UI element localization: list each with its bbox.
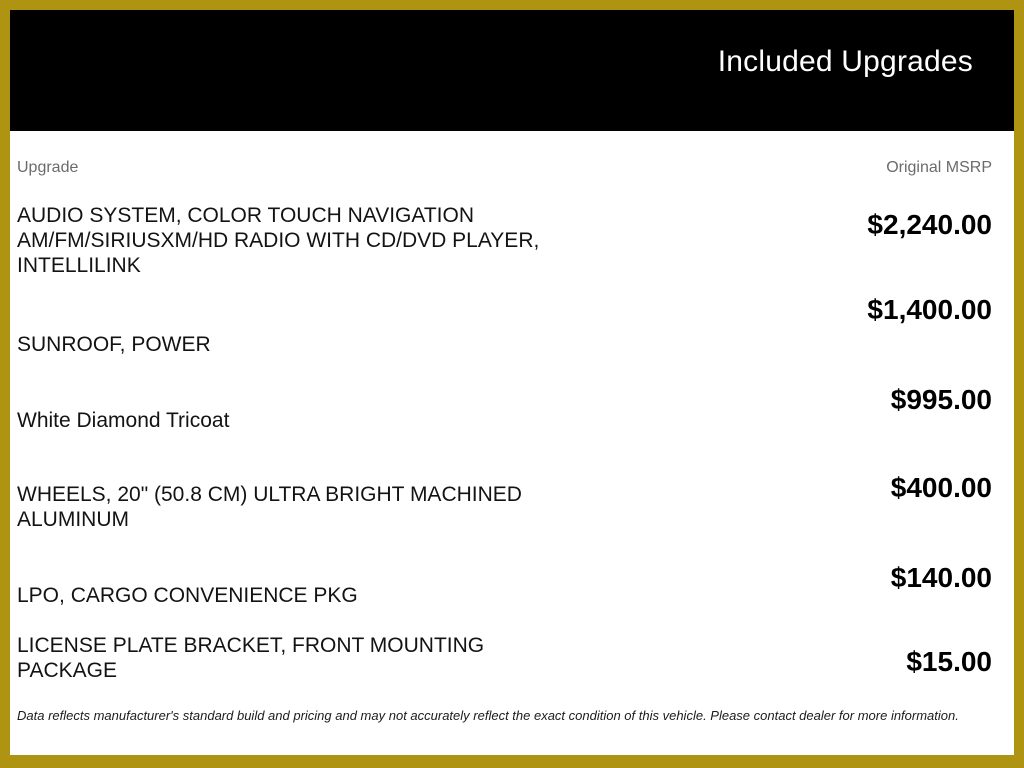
msrp-value: $400.00 bbox=[890, 472, 992, 503]
upgrade-name: WHEELS, 20" (50.8 CM) ULTRA BRIGHT MACHINED ALUMINUM bbox=[17, 483, 522, 531]
upgrade-name: SUNROOF, POWER bbox=[17, 333, 211, 356]
msrp-value: $1,400.00 bbox=[867, 294, 992, 325]
table-row bbox=[17, 195, 992, 290]
upgrades-table bbox=[10, 131, 1014, 724]
upgrade-name: AUDIO SYSTEM, COLOR TOUCH NAVIGATION AM/FM/SIRIUSXM/HD RADIO WITH CD/DVD PLAYER, INTELLILINK bbox=[17, 204, 540, 277]
page-title: Included Upgrades bbox=[717, 44, 973, 78]
table-row bbox=[17, 444, 992, 538]
header-banner bbox=[10, 10, 1014, 131]
table-header-row bbox=[17, 131, 992, 195]
msrp-value: $2,240.00 bbox=[867, 209, 992, 240]
table-row bbox=[17, 290, 992, 367]
column-header-msrp: Original MSRP bbox=[886, 159, 992, 176]
table-row bbox=[17, 367, 992, 444]
upgrade-name: LPO, CARGO CONVENIENCE PKG bbox=[17, 584, 358, 607]
table-row bbox=[17, 538, 992, 615]
msrp-value: $15.00 bbox=[906, 646, 992, 677]
disclaimer-text: Data reflects manufacturer's standard build and pricing and may not accurately reflect the exact condition of this vehicle. Please contact dealer for more information. bbox=[17, 708, 959, 723]
upgrade-name: White Diamond Tricoat bbox=[17, 409, 230, 432]
upgrade-name: LICENSE PLATE BRACKET, FRONT MOUNTING PACKAGE bbox=[17, 634, 485, 682]
msrp-value: $995.00 bbox=[890, 384, 992, 415]
table-row bbox=[17, 615, 992, 695]
msrp-value: $140.00 bbox=[890, 562, 992, 593]
column-header-upgrade: Upgrade bbox=[17, 159, 79, 176]
upgrades-sheet bbox=[10, 10, 1014, 755]
